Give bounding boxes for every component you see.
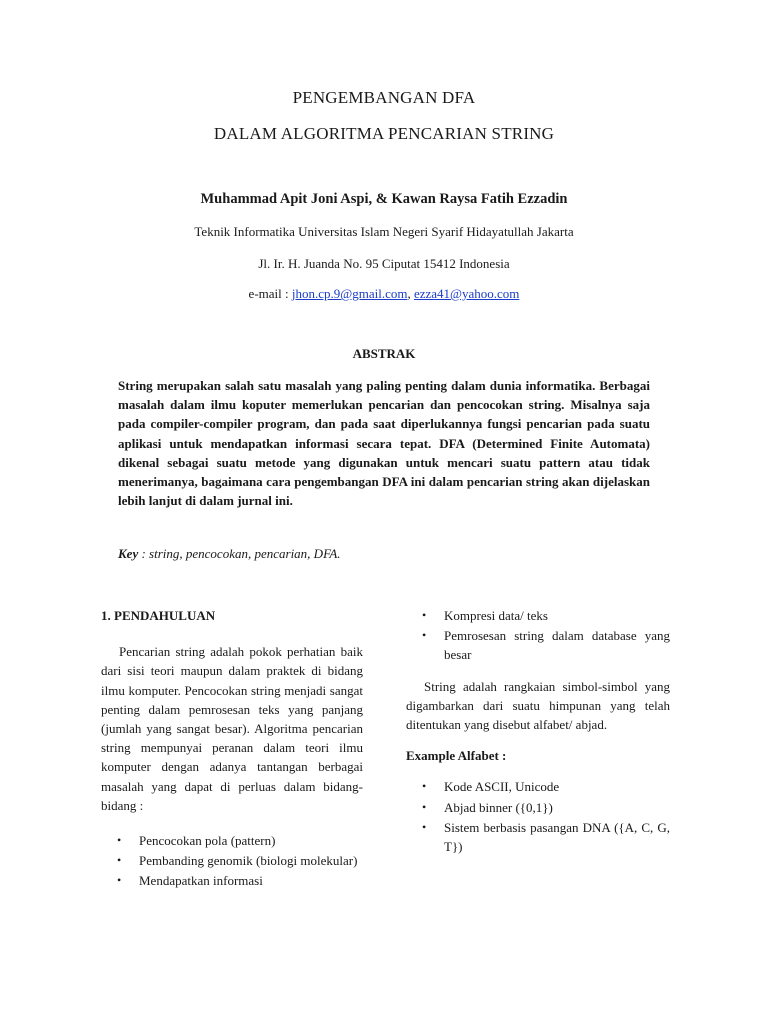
list-item-text: Sistem berbasis pasangan DNA ({A, C, G, T}) (444, 819, 670, 855)
intro-paragraph: Pencarian string adalah pokok perhatian baik dari sisi teori maupun dalam praktek di bidang ilmu komputer. Pencocokan string menjadi sangat penting dalam pemrosesan teks yang panjang (jumlah yang sangat besar). Algoritma pencarian string mempunyai peranan dalam teori ilmu komputer dengan adanya tantangan berbagai masalah yang dapat di perluas dalam bidang-bidang : (101, 644, 363, 813)
list-item-text: Mendapatkan informasi (139, 873, 263, 889)
bullet-icon: • (117, 873, 122, 888)
example-alfabet-heading: Example Alfabet : (406, 748, 507, 764)
keywords-label: Key (118, 546, 139, 561)
email-prefix: e-mail : (248, 286, 292, 301)
bullet-icon: • (422, 779, 427, 794)
list-item (101, 871, 363, 890)
email-line (0, 286, 768, 302)
bullet-icon: • (422, 819, 427, 834)
bullet-icon: • (422, 628, 427, 643)
paper-title-line-1: PENGEMBANGAN DFA (292, 88, 476, 107)
list-item (101, 831, 363, 850)
list-item-text: Pembanding genomik (biologi molekular) (139, 853, 358, 869)
list-item-text: Pencocokan pola (pattern) (139, 833, 276, 849)
left-column (101, 606, 363, 892)
keywords-line (118, 546, 650, 562)
list-item-text: Abjad binner ({0,1}) (444, 799, 553, 815)
keywords-text: : string, pencocokan, pencarian, DFA. (138, 546, 341, 561)
paper-title-line-2: DALAM ALGORITMA PENCARIAN STRING (213, 124, 555, 143)
string-definition-paragraph: String adalah rangkaian simbol-simbol yang digambarkan dari suatu himpunan yang telah ditentukan yang disebut alfabet/ abjad. (406, 678, 670, 733)
list-item-text: Kode ASCII, Unicode (444, 779, 560, 795)
email-link-1[interactable]: jhon.cp.9@gmail.com (291, 286, 408, 301)
address: Jl. Ir. H. Juanda No. 95 Ciputat 15412 Indonesia (258, 256, 510, 271)
affiliation: Teknik Informatika Universitas Islam Negeri Syarif Hidayatullah Jakarta (194, 224, 574, 239)
list-item (101, 851, 363, 870)
bullet-icon: • (117, 833, 122, 848)
list-item (406, 626, 670, 664)
alfabet-example-list (406, 777, 670, 856)
list-item-text: Kompresi data/ teks (444, 608, 548, 623)
abstract-text: String merupakan salah satu masalah yang paling penting dalam dunia informatika. Berbagai masalah dalam ilmu koputer memerlukan pencarian dan pencocokan string. Misalnya saja pada compiler-compiler program, dan pada saat diperlukannya fungsi pencarian pada suatu aplikasi untuk mendapatkan informasi secara tepat. DFA (Determined Finite Automata) dikenal sebagai suatu metode yang digunakan untuk mencari suatu pattern atau tidak menerimanya, bagaimana cara pengembangan DFA ini dalam pencarian string akan dijelaskan lebih lanjut di dalam jurnal ini. (118, 378, 650, 509)
bullet-icon: • (117, 853, 122, 868)
list-item-text: Pemrosesan string dalam database yang besar (444, 628, 670, 663)
right-column (406, 606, 670, 857)
bullet-icon: • (422, 799, 427, 814)
section-heading-pendahuluan: 1. PENDAHULUAN (101, 608, 216, 623)
abstract-heading: ABSTRAK (352, 346, 416, 361)
continued-bullet-list (406, 606, 670, 665)
intro-bullet-list (101, 831, 363, 891)
list-item (406, 606, 670, 625)
list-item (406, 818, 670, 856)
email-separator: , (407, 286, 414, 301)
list-item (406, 798, 670, 817)
author-list: Muhammad Apit Joni Aspi, & Kawan Raysa Fatih Ezzadin (200, 191, 568, 207)
email-link-2[interactable]: ezza41@yahoo.com (413, 286, 520, 301)
bullet-icon: • (422, 608, 427, 622)
list-item (406, 777, 670, 796)
